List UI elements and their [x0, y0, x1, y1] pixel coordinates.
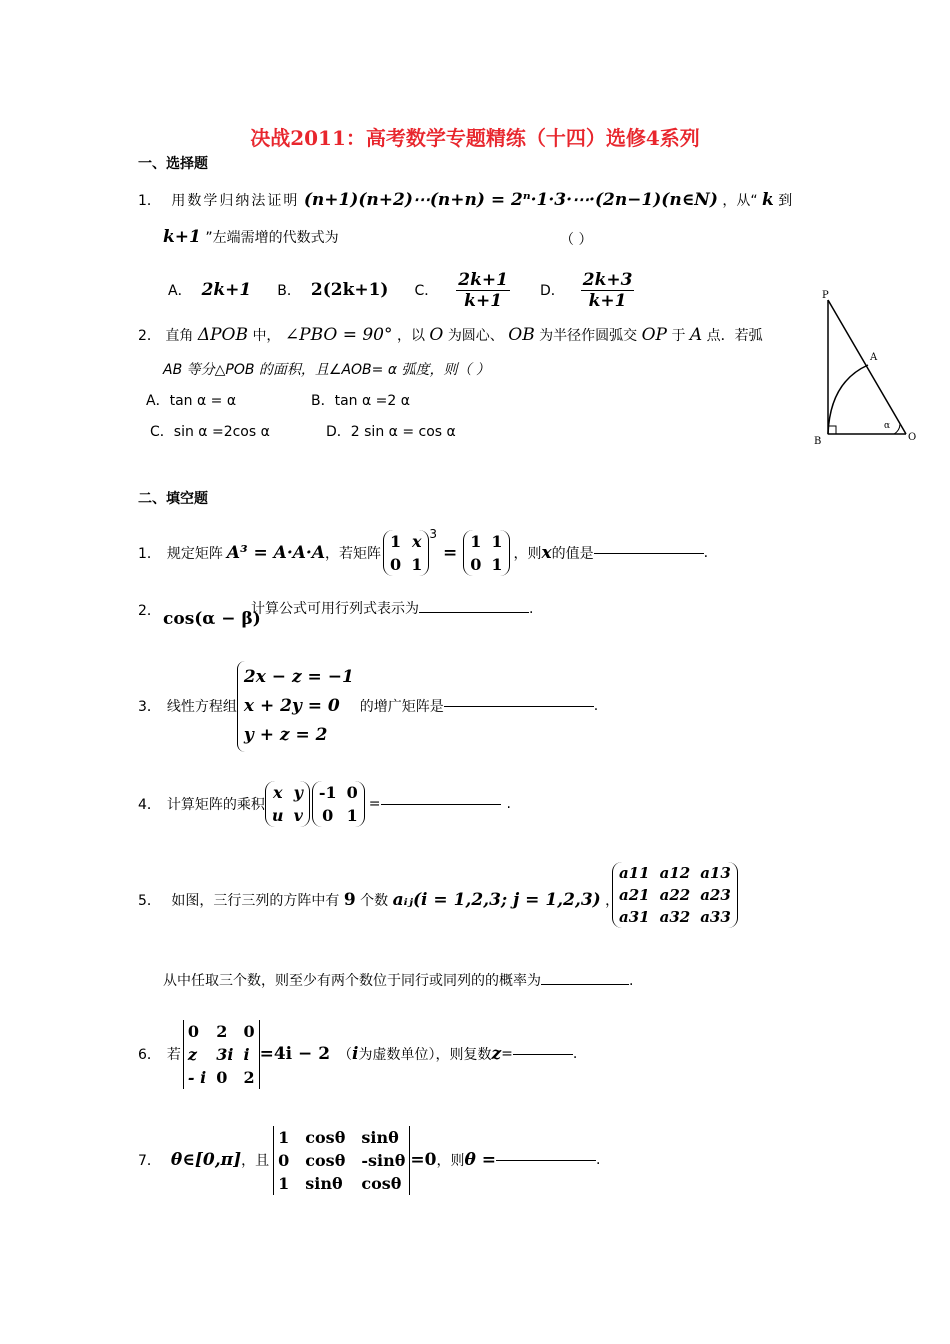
option-b-value: 2(2k+1) — [310, 280, 389, 300]
option-a-label: A． — [168, 283, 192, 299]
matrix-cell: 0 — [346, 783, 358, 802]
formula: k+1 — [163, 227, 201, 247]
question-text: ，则 — [436, 1153, 465, 1169]
exponent: 3 — [429, 527, 437, 541]
question-text: 的值是 — [551, 546, 594, 562]
choice-question-1-line-1 — [138, 190, 792, 210]
option-c-numerator: 2k+1 — [458, 269, 508, 290]
formula: θ = — [464, 1150, 496, 1170]
formula: 9 — [343, 890, 356, 910]
matrix-cell: a23 — [700, 886, 731, 904]
question-text: 线性方程组 — [166, 699, 237, 715]
period: . — [629, 973, 634, 989]
question-text: 到 — [778, 193, 793, 209]
formula: A — [689, 325, 703, 345]
choice-question-2-option-b — [311, 390, 410, 410]
period: . — [703, 545, 709, 561]
formula: aᵢⱼ(i = 1,2,3; j = 1,2,3) — [392, 890, 601, 910]
formula: =0 — [410, 1150, 437, 1170]
answer-blank[interactable] — [381, 804, 501, 805]
formula: k — [762, 190, 774, 210]
period: . — [506, 796, 511, 812]
option-b-label: B． — [311, 393, 335, 409]
label-a: A — [870, 352, 878, 363]
question-text: ”左端需增的代数式为 — [205, 230, 339, 246]
equation: x + 2y = 0 — [243, 695, 340, 716]
equals: = — [442, 543, 458, 563]
fill-question-6 — [138, 1012, 577, 1096]
equals: = — [368, 796, 381, 812]
fill-question-2-text — [251, 598, 533, 618]
matrix-cell: -1 — [318, 783, 337, 802]
matrix-xyuv — [265, 781, 310, 827]
matrix-cell: u — [271, 806, 284, 825]
question-text: 为虚数单位），则复数 — [358, 1047, 492, 1063]
question-text: ，若矩阵 — [325, 546, 382, 562]
det-cell: z — [187, 1044, 198, 1064]
question-text: ，从“ — [722, 193, 758, 209]
formula: ∠PBO = 90° — [284, 325, 393, 345]
period: . — [593, 698, 599, 714]
option-d-denominator: k+1 — [588, 290, 627, 311]
matrix-cell: a12 — [659, 864, 691, 882]
period: . — [529, 601, 534, 617]
question-number: 4． — [138, 797, 161, 813]
matrix-cell: a21 — [619, 886, 650, 904]
question-number: 3． — [138, 699, 161, 715]
det-cell: cosθ — [305, 1150, 346, 1170]
choice-question-2-option-c — [150, 421, 270, 441]
option-c-denominator: k+1 — [464, 290, 503, 311]
option-c-label: C． — [150, 424, 174, 440]
formula: i — [352, 1044, 359, 1064]
formula: =4i − 2 — [259, 1044, 331, 1064]
matrix-1x — [383, 530, 429, 576]
matrix-cell: 1 — [470, 532, 482, 551]
matrix-cell: x — [411, 532, 422, 551]
det-cell: 0 — [187, 1021, 200, 1041]
question-number: 2． — [138, 328, 161, 344]
question-text: 如图，三行三列的方阵中有 — [171, 893, 340, 909]
question-text: ，且 — [241, 1153, 270, 1169]
matrix-cell: v — [293, 806, 303, 825]
answer-blank[interactable] — [444, 706, 594, 707]
det-cell: sinθ — [361, 1127, 399, 1147]
option-a-label: A． — [146, 393, 170, 409]
answer-blank[interactable] — [513, 1054, 573, 1055]
det-cell: 0 — [278, 1150, 290, 1170]
question-text: ， — [605, 893, 620, 909]
fill-question-2-number: 2． — [138, 603, 161, 619]
fill-question-2-formula: cos(α − β) — [163, 609, 261, 629]
question-text: 计算矩阵的乘积 — [166, 797, 265, 813]
option-c-label: C． — [414, 283, 439, 299]
answer-blank[interactable] — [419, 612, 529, 613]
matrix-cell: 1 — [390, 532, 402, 551]
option-b-label: B． — [277, 283, 301, 299]
question-text: 用数学归纳法证明 — [171, 193, 300, 209]
det-cell: 2 — [216, 1021, 228, 1041]
page-title: 决战2011：高考数学专题精练（十四）选修4系列 — [250, 126, 700, 150]
matrix-cell: 1 — [411, 555, 423, 574]
question-text: 的增广矩阵是 — [359, 699, 444, 715]
period: . — [595, 1152, 601, 1168]
question-text: 个数 — [360, 893, 389, 909]
choice-question-2-line-2: AB 等分△POB 的面积，且∠AOB= α 弧度，则（ ） — [163, 362, 490, 378]
question-text: = — [501, 1046, 513, 1062]
question-text: （ — [338, 1047, 353, 1063]
question-number: 7． — [138, 1153, 161, 1169]
question-text: 若 — [166, 1047, 181, 1063]
formula: (n+1)(n+2)⋯(n+n) = 2ⁿ·1·3·⋯·(2n−1)(n∈N) — [303, 190, 718, 210]
matrix-cell: a22 — [659, 886, 691, 904]
label-o: O — [908, 432, 917, 443]
formula: θ∈[0,π] — [170, 1150, 242, 1170]
equation: 2x − z = −1 — [243, 666, 354, 687]
matrix-cell: x — [272, 783, 283, 802]
formula: ΔPOB — [197, 325, 248, 345]
choice-question-2-option-a — [146, 390, 236, 410]
question-number: 6． — [138, 1047, 161, 1063]
triangle-figure — [808, 282, 922, 448]
option-d-value: 2 sin α = cos α — [350, 424, 456, 440]
det-cell: sinθ — [305, 1173, 343, 1193]
matrix-cell: 0 — [322, 806, 334, 825]
matrix-cell: a33 — [700, 908, 731, 926]
matrix-a — [612, 862, 738, 928]
matrix-cell: a32 — [659, 908, 691, 926]
fill-question-4 — [138, 776, 511, 832]
matrix-cell: 1 — [491, 532, 503, 551]
choice-question-1-options — [168, 268, 634, 312]
matrix-cell: a31 — [619, 908, 650, 926]
question-text: 为半径作圆弧交 — [539, 328, 638, 344]
formula: x — [541, 543, 552, 563]
determinant-theta — [273, 1126, 410, 1195]
question-text: 为圆心、 — [447, 328, 504, 344]
answer-blank[interactable] — [541, 984, 629, 985]
equation-system — [237, 661, 360, 752]
option-c-value: sin α =2cos α — [173, 424, 270, 440]
question-text: 计算公式可用行列式表示为 — [251, 601, 419, 617]
det-cell: 3i — [216, 1044, 234, 1064]
det-cell: 0 — [243, 1021, 255, 1041]
formula: OP — [641, 325, 667, 345]
option-d-label: D． — [326, 424, 351, 440]
choice-question-2-option-d — [326, 421, 456, 441]
option-d-label: D． — [539, 283, 565, 299]
label-p: P — [822, 290, 829, 301]
section-heading-choice: 一、选择题 — [138, 156, 208, 172]
det-cell: 1 — [278, 1173, 290, 1193]
label-b: B — [814, 436, 822, 447]
question-number: 5． — [138, 893, 161, 909]
matrix-11 — [463, 530, 509, 576]
formula: OB — [508, 325, 535, 345]
matrix-cell: a13 — [700, 864, 731, 882]
matrix-cell: 1 — [346, 806, 358, 825]
det-cell: 0 — [216, 1067, 228, 1087]
fill-question-5-matrix — [612, 862, 738, 928]
det-cell: cosθ — [361, 1173, 402, 1193]
answer-blank[interactable] — [496, 1160, 596, 1161]
matrix-cell: a11 — [619, 864, 650, 882]
equation: y + z = 2 — [243, 724, 328, 745]
answer-paren: （ ） — [560, 232, 593, 248]
matrix-neg — [312, 781, 365, 827]
matrix-cell: y — [293, 783, 303, 802]
formula: z — [491, 1044, 502, 1064]
fill-question-1 — [138, 525, 708, 581]
fill-question-3 — [138, 664, 598, 748]
determinant — [183, 1020, 260, 1089]
formula: A³ = A·A·A — [226, 543, 326, 563]
choice-question-2-line-1 — [138, 325, 763, 345]
choice-question-1-line-2 — [163, 227, 339, 247]
formula: O — [429, 325, 444, 345]
question-text: ，则 — [513, 546, 542, 562]
fill-question-7 — [138, 1118, 600, 1202]
det-cell: 1 — [278, 1127, 290, 1147]
option-a-value: 2k+1 — [201, 280, 252, 300]
option-b-value: tan α =2 α — [334, 393, 410, 409]
det-cell: 2 — [243, 1067, 255, 1087]
question-number: 1． — [138, 546, 161, 562]
question-text: ，以 — [396, 328, 425, 344]
question-number: 1． — [138, 193, 161, 209]
option-d-numerator: 2k+3 — [582, 269, 633, 290]
answer-blank[interactable] — [594, 553, 704, 554]
question-text: 中， — [252, 328, 281, 344]
question-text: 规定矩阵 — [166, 546, 223, 562]
question-text: 直角 — [165, 328, 194, 344]
det-cell: -sinθ — [361, 1150, 406, 1170]
question-text: 于 — [671, 328, 686, 344]
det-cell: cosθ — [305, 1127, 346, 1147]
label-alpha: α — [884, 421, 891, 431]
question-text: 点．若弧 — [706, 328, 763, 344]
matrix-cell: 1 — [491, 555, 503, 574]
period: . — [572, 1046, 578, 1062]
option-a-value: tan α = α — [169, 393, 237, 409]
matrix-cell: 0 — [390, 555, 402, 574]
fill-question-5-line-1 — [138, 890, 619, 910]
det-cell: - i — [187, 1067, 207, 1087]
question-text: 从中任取三个数，则至少有两个数位于同行或同列的的概率为 — [163, 973, 541, 989]
det-cell: i — [243, 1044, 250, 1064]
fill-question-5-line-2 — [163, 970, 633, 990]
matrix-cell: 0 — [470, 555, 482, 574]
section-heading-fill: 二、填空题 — [138, 491, 208, 507]
